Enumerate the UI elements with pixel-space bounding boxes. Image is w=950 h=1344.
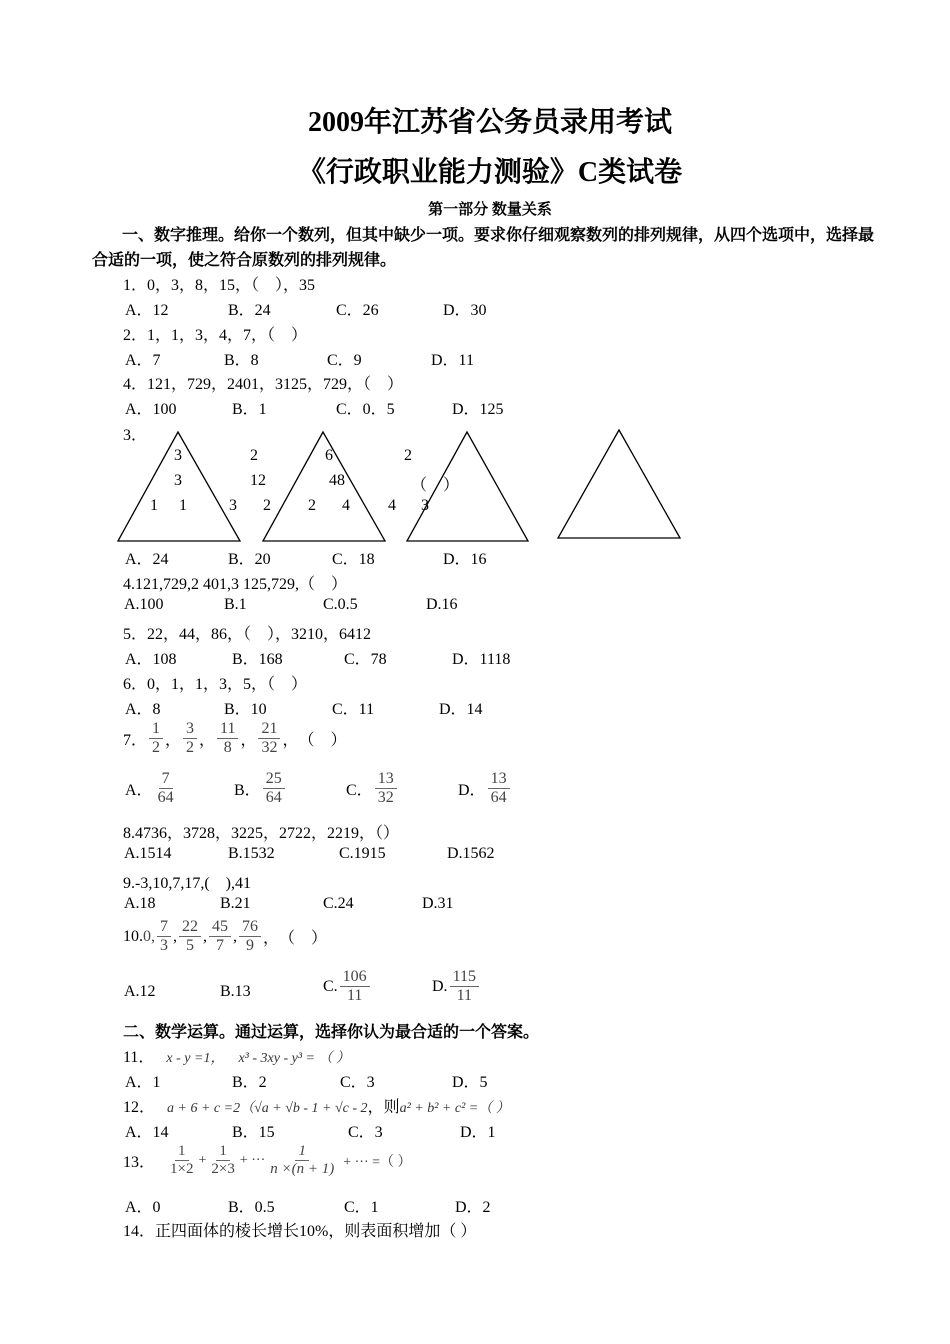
q4b-stem: 4.121,729,2 401,3 125,729,（ ） <box>123 576 348 593</box>
q2-option-c: C．9 <box>327 352 362 369</box>
q7-label: 7． <box>123 732 148 750</box>
col2-mid: 12 <box>250 472 266 489</box>
q1-option-d: D．30 <box>443 302 487 319</box>
q2-option-b: B．8 <box>224 352 259 369</box>
q10-option-a: A.12 <box>124 983 156 1000</box>
q3-triangles-figure <box>0 0 950 560</box>
q1-option-a: A．12 <box>125 302 169 319</box>
q6-option-a: A．8 <box>125 701 161 718</box>
q12-option-a: A．14 <box>125 1124 169 1141</box>
q8-option-a: A.1514 <box>124 845 172 862</box>
q9-stem: 9.-3,10,7,17,( ),41 <box>123 875 251 892</box>
q12-radicals: √a + √b - 1 + √c - 2 <box>254 1101 368 1116</box>
q8-option-d: D.1562 <box>447 845 495 862</box>
q11-option-d: D．5 <box>452 1074 488 1091</box>
q4a-option-a: A．100 <box>125 401 177 418</box>
q1-stem: 1．0，3，8，15，（ ），35 <box>123 277 316 294</box>
q11-stem: 11． x - y =1， x³ - 3xy - y³ = （ ） <box>123 1049 350 1066</box>
q4a-option-b: B．1 <box>232 401 267 418</box>
tri1-right: 1 <box>179 497 187 514</box>
q8-stem: 8.4736，3728，3225，2722，2219，（） <box>123 825 400 842</box>
q2-option-d: D．11 <box>431 352 474 369</box>
q7-frac-1: $\frac{1}{2}$ <box>149 720 163 758</box>
tri2-right: 4 <box>342 497 350 514</box>
q9-option-a: A.18 <box>124 895 156 912</box>
q10-option-c: C. $\frac{106}{11}$ <box>323 968 372 1006</box>
tri2-top: 6 <box>325 447 333 464</box>
q7-option-d: D． $\frac{13}{64}$ <box>458 770 512 808</box>
q7-option-c: C． $\frac{13}{32}$ <box>346 770 399 808</box>
q6-stem: 6．0，1，1，3，5，（ ） <box>123 676 308 693</box>
tri2-mid: 48 <box>329 472 345 489</box>
q13-stem: 13． $\frac{1}{1\times 2}$ + $\frac{1}{2\times 3}$ + ··· $\frac{1}{n \times(n + 1)}$ + ··· =（ ） <box>123 1143 412 1178</box>
q10-frac-4: $\frac{76}{9}$ <box>239 918 261 956</box>
q5-option-b: B．168 <box>232 651 283 668</box>
tri1-top: 3 <box>174 447 182 464</box>
q11-option-a: A．1 <box>125 1074 161 1091</box>
q14-stem: 14．正四面体的棱长增长10%，则表面积增加（ ） <box>123 1223 477 1240</box>
q10-frac-3: $\frac{45}{7}$ <box>209 918 231 956</box>
q12-stem: 12． a + 6 + c =2（√a + √b - 1 + √c - 2，则a² + b² + c² =（ ） <box>123 1099 510 1116</box>
q4b-option-b: B.1 <box>224 596 247 613</box>
q1-option-c: C．26 <box>336 302 379 319</box>
q6-option-b: B．10 <box>224 701 267 718</box>
q4a-option-c: C．0．5 <box>336 401 395 418</box>
q7-frac-2: $\frac{3}{2}$ <box>183 720 197 758</box>
col2-right: 2 <box>263 497 271 514</box>
q7-frac-4: $\frac{21}{32}$ <box>258 720 280 758</box>
col4-left: 4 <box>388 497 396 514</box>
q12-option-c: C．3 <box>348 1124 383 1141</box>
col2-left: 3 <box>229 497 237 514</box>
col4-top: 2 <box>404 447 412 464</box>
q10-frac-1: $\frac{7}{3}$ <box>157 918 171 956</box>
col4-blank: （ ） <box>411 477 460 494</box>
tri1-left: 1 <box>150 497 158 514</box>
col4-right: 3 <box>421 497 429 514</box>
q12-option-b: B．15 <box>232 1124 275 1141</box>
q9-option-c: C.24 <box>323 895 354 912</box>
q12-option-d: D．1 <box>460 1124 496 1141</box>
q3-option-b: B．20 <box>228 551 271 568</box>
section1-instructions: 一、数字推理。给你一个数列，但其中缺少一项。要求你仔细观察数列的排列规律，从四个选项中，选择最 <box>122 227 875 244</box>
q11-option-b: B．2 <box>232 1074 267 1091</box>
section2-heading: 二、数学运算。通过运算，选择你认为最合适的一个答案。 <box>123 1024 540 1041</box>
q9-option-b: B.21 <box>220 895 251 912</box>
q9-option-d: D.31 <box>422 895 454 912</box>
q4b-option-c: C.0.5 <box>323 596 358 613</box>
q4b-option-a: A.100 <box>124 596 164 613</box>
q5-option-c: C．78 <box>344 651 387 668</box>
q5-option-d: D．1118 <box>452 651 511 668</box>
q2-stem: 2．1，1，3，4，7，（ ） <box>123 327 308 344</box>
q13-option-d: D．2 <box>455 1199 491 1216</box>
q4a-option-d: D．125 <box>452 401 504 418</box>
part-heading: 第一部分 数量关系 <box>428 202 552 218</box>
q3-option-c: C．18 <box>332 551 375 568</box>
q7-option-a: A． $\frac{7}{64}$ <box>125 770 174 807</box>
q13-option-c: C．1 <box>344 1199 379 1216</box>
q5-stem: 5．22，44，86，（ ），3210，6412 <box>123 626 372 643</box>
q3-option-a: A．24 <box>125 551 169 568</box>
q10-stem: 10. 0, $\frac{7}{3}$ , $\frac{22}{5}$ , $\frac{45}{7}$ , $\frac{76}{9}$ ， （ ） <box>123 918 328 955</box>
q4b-option-d: D.16 <box>426 596 458 613</box>
triangle-2 <box>263 432 385 541</box>
q1-option-b: B．24 <box>228 302 271 319</box>
q8-option-b: B.1532 <box>228 845 275 862</box>
q7-blank: （ ） <box>298 732 347 750</box>
q3-stem: 3． <box>123 427 148 444</box>
q5-option-a: A．108 <box>125 651 177 668</box>
q10-frac-2: $\frac{22}{5}$ <box>179 918 201 956</box>
triangle-4 <box>558 430 680 538</box>
q3-option-d: D．16 <box>443 551 487 568</box>
q6-option-d: D．14 <box>439 701 483 718</box>
col2-top: 2 <box>250 447 258 464</box>
q6-option-c: C．11 <box>332 701 375 718</box>
q4a-stem: 4．121，729，2401，3125，729，（ ） <box>123 376 404 393</box>
q2-option-a: A．7 <box>125 352 161 369</box>
q13-option-b: B．0.5 <box>228 1199 275 1216</box>
section1-instructions-cont: 合适的一项，使之符合原数列的排列规律。 <box>92 252 397 269</box>
title-exam: 《行政职业能力测验》C类试卷 <box>297 157 683 188</box>
tri2-left: 2 <box>308 497 316 514</box>
q7-option-b: B． $\frac{25}{64}$ <box>234 770 287 808</box>
q11-option-c: C．3 <box>340 1074 375 1091</box>
q10-blank: （ ） <box>279 930 328 948</box>
q7-frac-3: $\frac{11}{8}$ <box>217 720 238 758</box>
q13-option-a: A．0 <box>125 1199 161 1216</box>
title-year: 2009年江苏省公务员录用考试 <box>307 107 672 138</box>
q10-option-d: D. $\frac{115}{11}$ <box>432 968 481 1006</box>
q7-stem: 7． $\frac{1}{2}$ ， $\frac{3}{2}$ ， $\frac{11}{8}$ ， $\frac{21}{32}$ ， （ ） <box>123 720 347 757</box>
tri1-mid: 3 <box>174 472 182 489</box>
q8-option-c: C.1915 <box>339 845 386 862</box>
q10-option-b: B.13 <box>220 983 251 1000</box>
